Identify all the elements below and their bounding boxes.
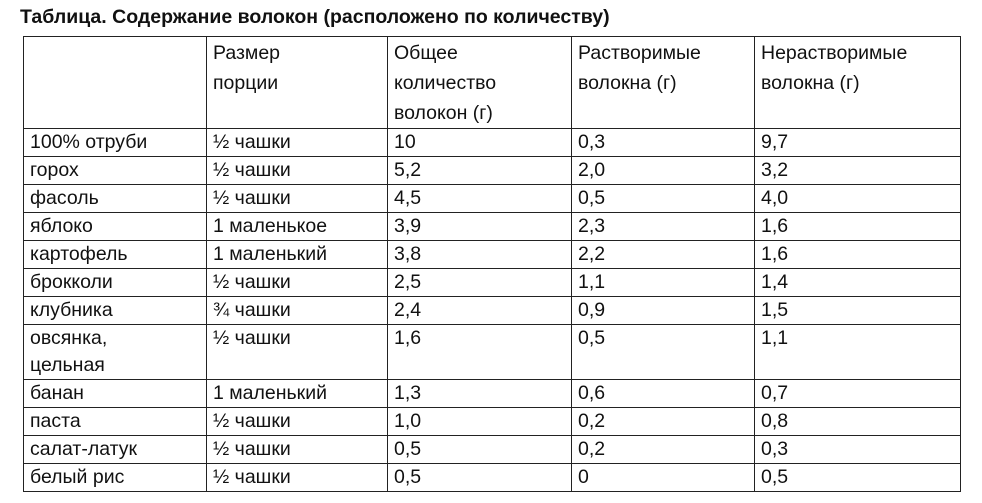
product-name-cell: горох xyxy=(24,157,207,185)
soluble-fiber-cell: 0,5 xyxy=(572,325,755,380)
soluble-fiber-cell: 1,1 xyxy=(572,269,755,297)
soluble-fiber-cell: 0,2 xyxy=(572,436,755,464)
table-row xyxy=(24,436,961,464)
insoluble-fiber-cell: 1,6 xyxy=(755,213,961,241)
table-header-row xyxy=(24,37,961,129)
header-cell-soluble-fiber: Растворимые волокна (г) xyxy=(572,37,755,129)
soluble-fiber-cell: 2,3 xyxy=(572,213,755,241)
product-name-cell: клубника xyxy=(24,297,207,325)
total-fiber-cell: 0,5 xyxy=(388,436,572,464)
fiber-content-table xyxy=(23,36,961,492)
total-fiber-cell: 0,5 xyxy=(388,464,572,492)
header-cell-portion-size: Размер порции xyxy=(207,37,388,129)
product-name-cell: овсянка, цельная xyxy=(24,325,207,380)
insoluble-fiber-cell: 9,7 xyxy=(755,129,961,157)
total-fiber-cell: 5,2 xyxy=(388,157,572,185)
insoluble-fiber-cell: 1,1 xyxy=(755,325,961,380)
product-name-cell: белый рис xyxy=(24,464,207,492)
total-fiber-cell: 1,6 xyxy=(388,325,572,380)
insoluble-fiber-cell: 0,5 xyxy=(755,464,961,492)
total-fiber-cell: 3,8 xyxy=(388,241,572,269)
product-name-cell: паста xyxy=(24,408,207,436)
portion-size-cell: ½ чашки xyxy=(207,325,388,380)
product-name-cell: банан xyxy=(24,380,207,408)
insoluble-fiber-cell: 3,2 xyxy=(755,157,961,185)
soluble-fiber-cell: 0,5 xyxy=(572,185,755,213)
insoluble-fiber-cell: 1,5 xyxy=(755,297,961,325)
product-name-cell: яблоко xyxy=(24,213,207,241)
portion-size-cell: ½ чашки xyxy=(207,408,388,436)
insoluble-fiber-cell: 0,8 xyxy=(755,408,961,436)
table-row xyxy=(24,297,961,325)
total-fiber-cell: 3,9 xyxy=(388,213,572,241)
product-name-cell: брокколи xyxy=(24,269,207,297)
table-row xyxy=(24,157,961,185)
insoluble-fiber-cell: 1,4 xyxy=(755,269,961,297)
total-fiber-cell: 4,5 xyxy=(388,185,572,213)
insoluble-fiber-cell: 0,7 xyxy=(755,380,961,408)
total-fiber-cell: 10 xyxy=(388,129,572,157)
portion-size-cell: ½ чашки xyxy=(207,464,388,492)
portion-size-cell: ½ чашки xyxy=(207,436,388,464)
portion-size-cell: 1 маленький xyxy=(207,241,388,269)
product-name-cell: картофель xyxy=(24,241,207,269)
soluble-fiber-cell: 0,2 xyxy=(572,408,755,436)
soluble-fiber-cell: 0,6 xyxy=(572,380,755,408)
table-row xyxy=(24,408,961,436)
table-row xyxy=(24,213,961,241)
header-cell-total-fiber: Общее количество волокон (г) xyxy=(388,37,572,129)
insoluble-fiber-cell: 1,6 xyxy=(755,241,961,269)
portion-size-cell: ¾ чашки xyxy=(207,297,388,325)
soluble-fiber-cell: 0,3 xyxy=(572,129,755,157)
insoluble-fiber-cell: 0,3 xyxy=(755,436,961,464)
soluble-fiber-cell: 0 xyxy=(572,464,755,492)
table-row xyxy=(24,185,961,213)
portion-size-cell: ½ чашки xyxy=(207,129,388,157)
soluble-fiber-cell: 2,2 xyxy=(572,241,755,269)
table-row xyxy=(24,464,961,492)
soluble-fiber-cell: 2,0 xyxy=(572,157,755,185)
table-row xyxy=(24,380,961,408)
table-row xyxy=(24,129,961,157)
total-fiber-cell: 1,3 xyxy=(388,380,572,408)
header-cell-insoluble-fiber: Нерастворимые волокна (г) xyxy=(755,37,961,129)
soluble-fiber-cell: 0,9 xyxy=(572,297,755,325)
page-title: Таблица. Содержание волокон (расположено по количеству) xyxy=(20,6,610,28)
portion-size-cell: ½ чашки xyxy=(207,157,388,185)
portion-size-cell: ½ чашки xyxy=(207,269,388,297)
total-fiber-cell: 1,0 xyxy=(388,408,572,436)
portion-size-cell: 1 маленькое xyxy=(207,213,388,241)
product-name-cell: салат-латук xyxy=(24,436,207,464)
portion-size-cell: ½ чашки xyxy=(207,185,388,213)
table-row xyxy=(24,241,961,269)
portion-size-cell: 1 маленький xyxy=(207,380,388,408)
total-fiber-cell: 2,4 xyxy=(388,297,572,325)
product-name-cell: фасоль xyxy=(24,185,207,213)
total-fiber-cell: 2,5 xyxy=(388,269,572,297)
table-row xyxy=(24,325,961,380)
header-cell-product xyxy=(24,37,207,129)
product-name-cell: 100% отруби xyxy=(24,129,207,157)
table-row xyxy=(24,269,961,297)
insoluble-fiber-cell: 4,0 xyxy=(755,185,961,213)
